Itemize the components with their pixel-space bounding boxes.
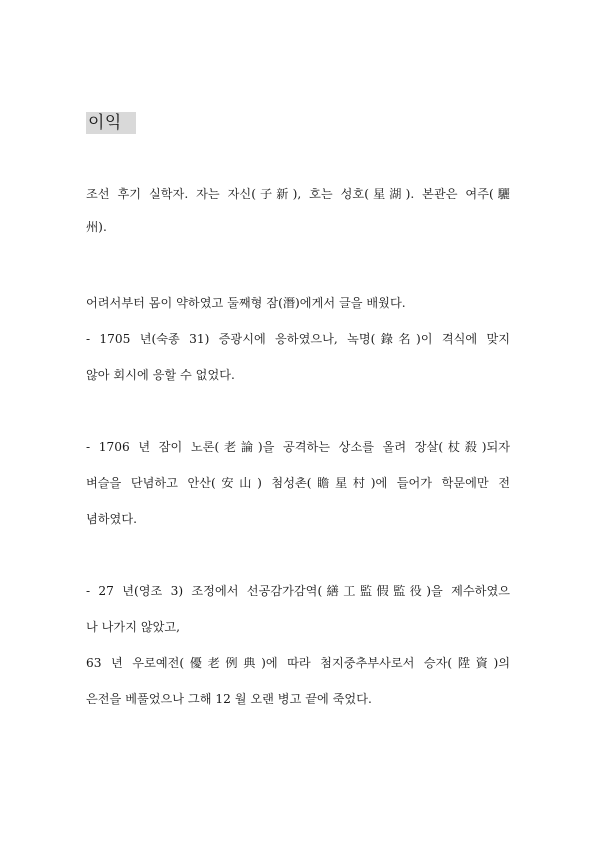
paragraph-2-line-3: 않아 회시에 응할 수 없었다.	[86, 368, 235, 382]
paragraph-1-line-2: 州).	[86, 220, 107, 234]
paragraph-3-line-2: 벼슬을 단념하고 안산(安山) 첨성촌(瞻星村)에 들어가 학문에만 전	[86, 476, 510, 490]
paragraph-1-line-1: 조선 후기 실학자. 자는 자신(子新), 호는 성호(星湖). 본관은 여주(驪	[86, 187, 510, 201]
paragraph-4-line-3: 63 년 우로예전(優老例典)에 따라 첨지중추부사로서 승자(陞資)의	[86, 656, 510, 670]
paragraph-3-line-1: - 1706 년 잠이 노론(老論)을 공격하는 상소를 올려 장살(杖殺)되자	[86, 440, 510, 454]
paragraph-2-line-1: 어려서부터 몸이 약하였고 둘째형 잠(潛)에게서 글을 배웠다.	[86, 296, 406, 310]
paragraph-3-line-3: 념하였다.	[86, 512, 137, 526]
paragraph-4-line-4: 은전을 베풀었으나 그해 12 월 오랜 병고 끝에 죽었다.	[86, 692, 372, 706]
document-title: 이익	[86, 112, 136, 134]
paragraph-4-line-2: 나 나가지 않았고,	[86, 620, 181, 634]
paragraph-2-line-2: - 1705 년(숙종 31) 증광시에 응하였으나, 녹명(錄名)이 격식에 맞지	[86, 332, 510, 346]
paragraph-4-line-1: - 27 년(영조 3) 조정에서 선공감가감역(繕工監假監役)을 제수하였으	[86, 584, 510, 598]
